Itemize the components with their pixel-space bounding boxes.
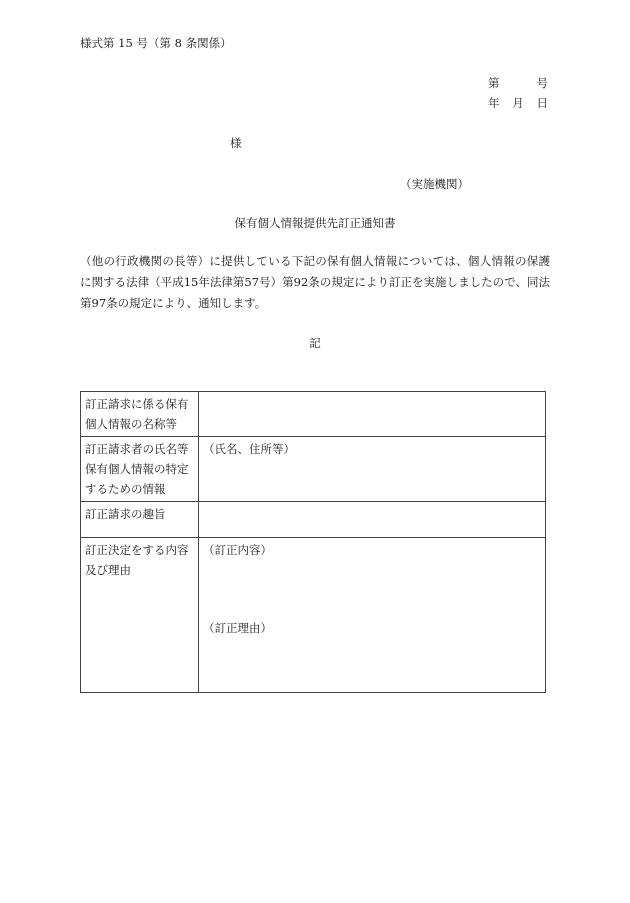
row-value-decision-content xyxy=(199,538,546,693)
table-row xyxy=(81,538,546,693)
row-value-requester-info: （氏名、住所等） xyxy=(199,437,546,502)
document-number-line xyxy=(488,75,548,91)
row-label-decision-content: 訂正決定をする内容及び理由 xyxy=(81,538,199,693)
table-row xyxy=(81,392,546,437)
notification-table xyxy=(80,391,546,693)
document-title: 保有個人情報提供先訂正通知書 xyxy=(234,216,396,230)
row-label-requester-info: 訂正請求者の氏名等保有個人情報の特定するための情報 xyxy=(81,437,199,502)
correction-content-heading: （訂正内容） xyxy=(203,543,272,557)
issuer: （実施機関） xyxy=(400,177,469,191)
correction-reason-heading: （訂正理由） xyxy=(203,621,272,635)
ki-heading: 記 xyxy=(309,336,321,350)
form-number: 様式第 15 号（第 8 条関係） xyxy=(80,36,232,50)
row-value-request-purpose xyxy=(199,502,546,538)
date-line xyxy=(488,95,548,111)
document-number-suffix: 号 xyxy=(536,76,548,90)
document-number-prefix: 第 xyxy=(488,76,500,90)
table-row xyxy=(81,502,546,538)
row-value-request-info-name xyxy=(199,392,546,437)
date-day-label: 日 xyxy=(536,96,548,110)
row-label-request-info-name: 訂正請求に係る保有個人情報の名称等 xyxy=(81,392,199,437)
date-month-label: 月 xyxy=(512,96,524,110)
addressee: 様 xyxy=(230,136,242,150)
date-year-label: 年 xyxy=(488,96,500,110)
row-label-request-purpose: 訂正請求の趣旨 xyxy=(81,502,199,538)
body-paragraph: （他の行政機関の長等）に提供している下記の保有個人情報については、個人情報の保護に関する法律（平成15年法律第57号）第92条の規定により訂正を実施しましたので、同法第97条の規定により、通知します。 xyxy=(80,254,550,310)
table-row xyxy=(81,437,546,502)
